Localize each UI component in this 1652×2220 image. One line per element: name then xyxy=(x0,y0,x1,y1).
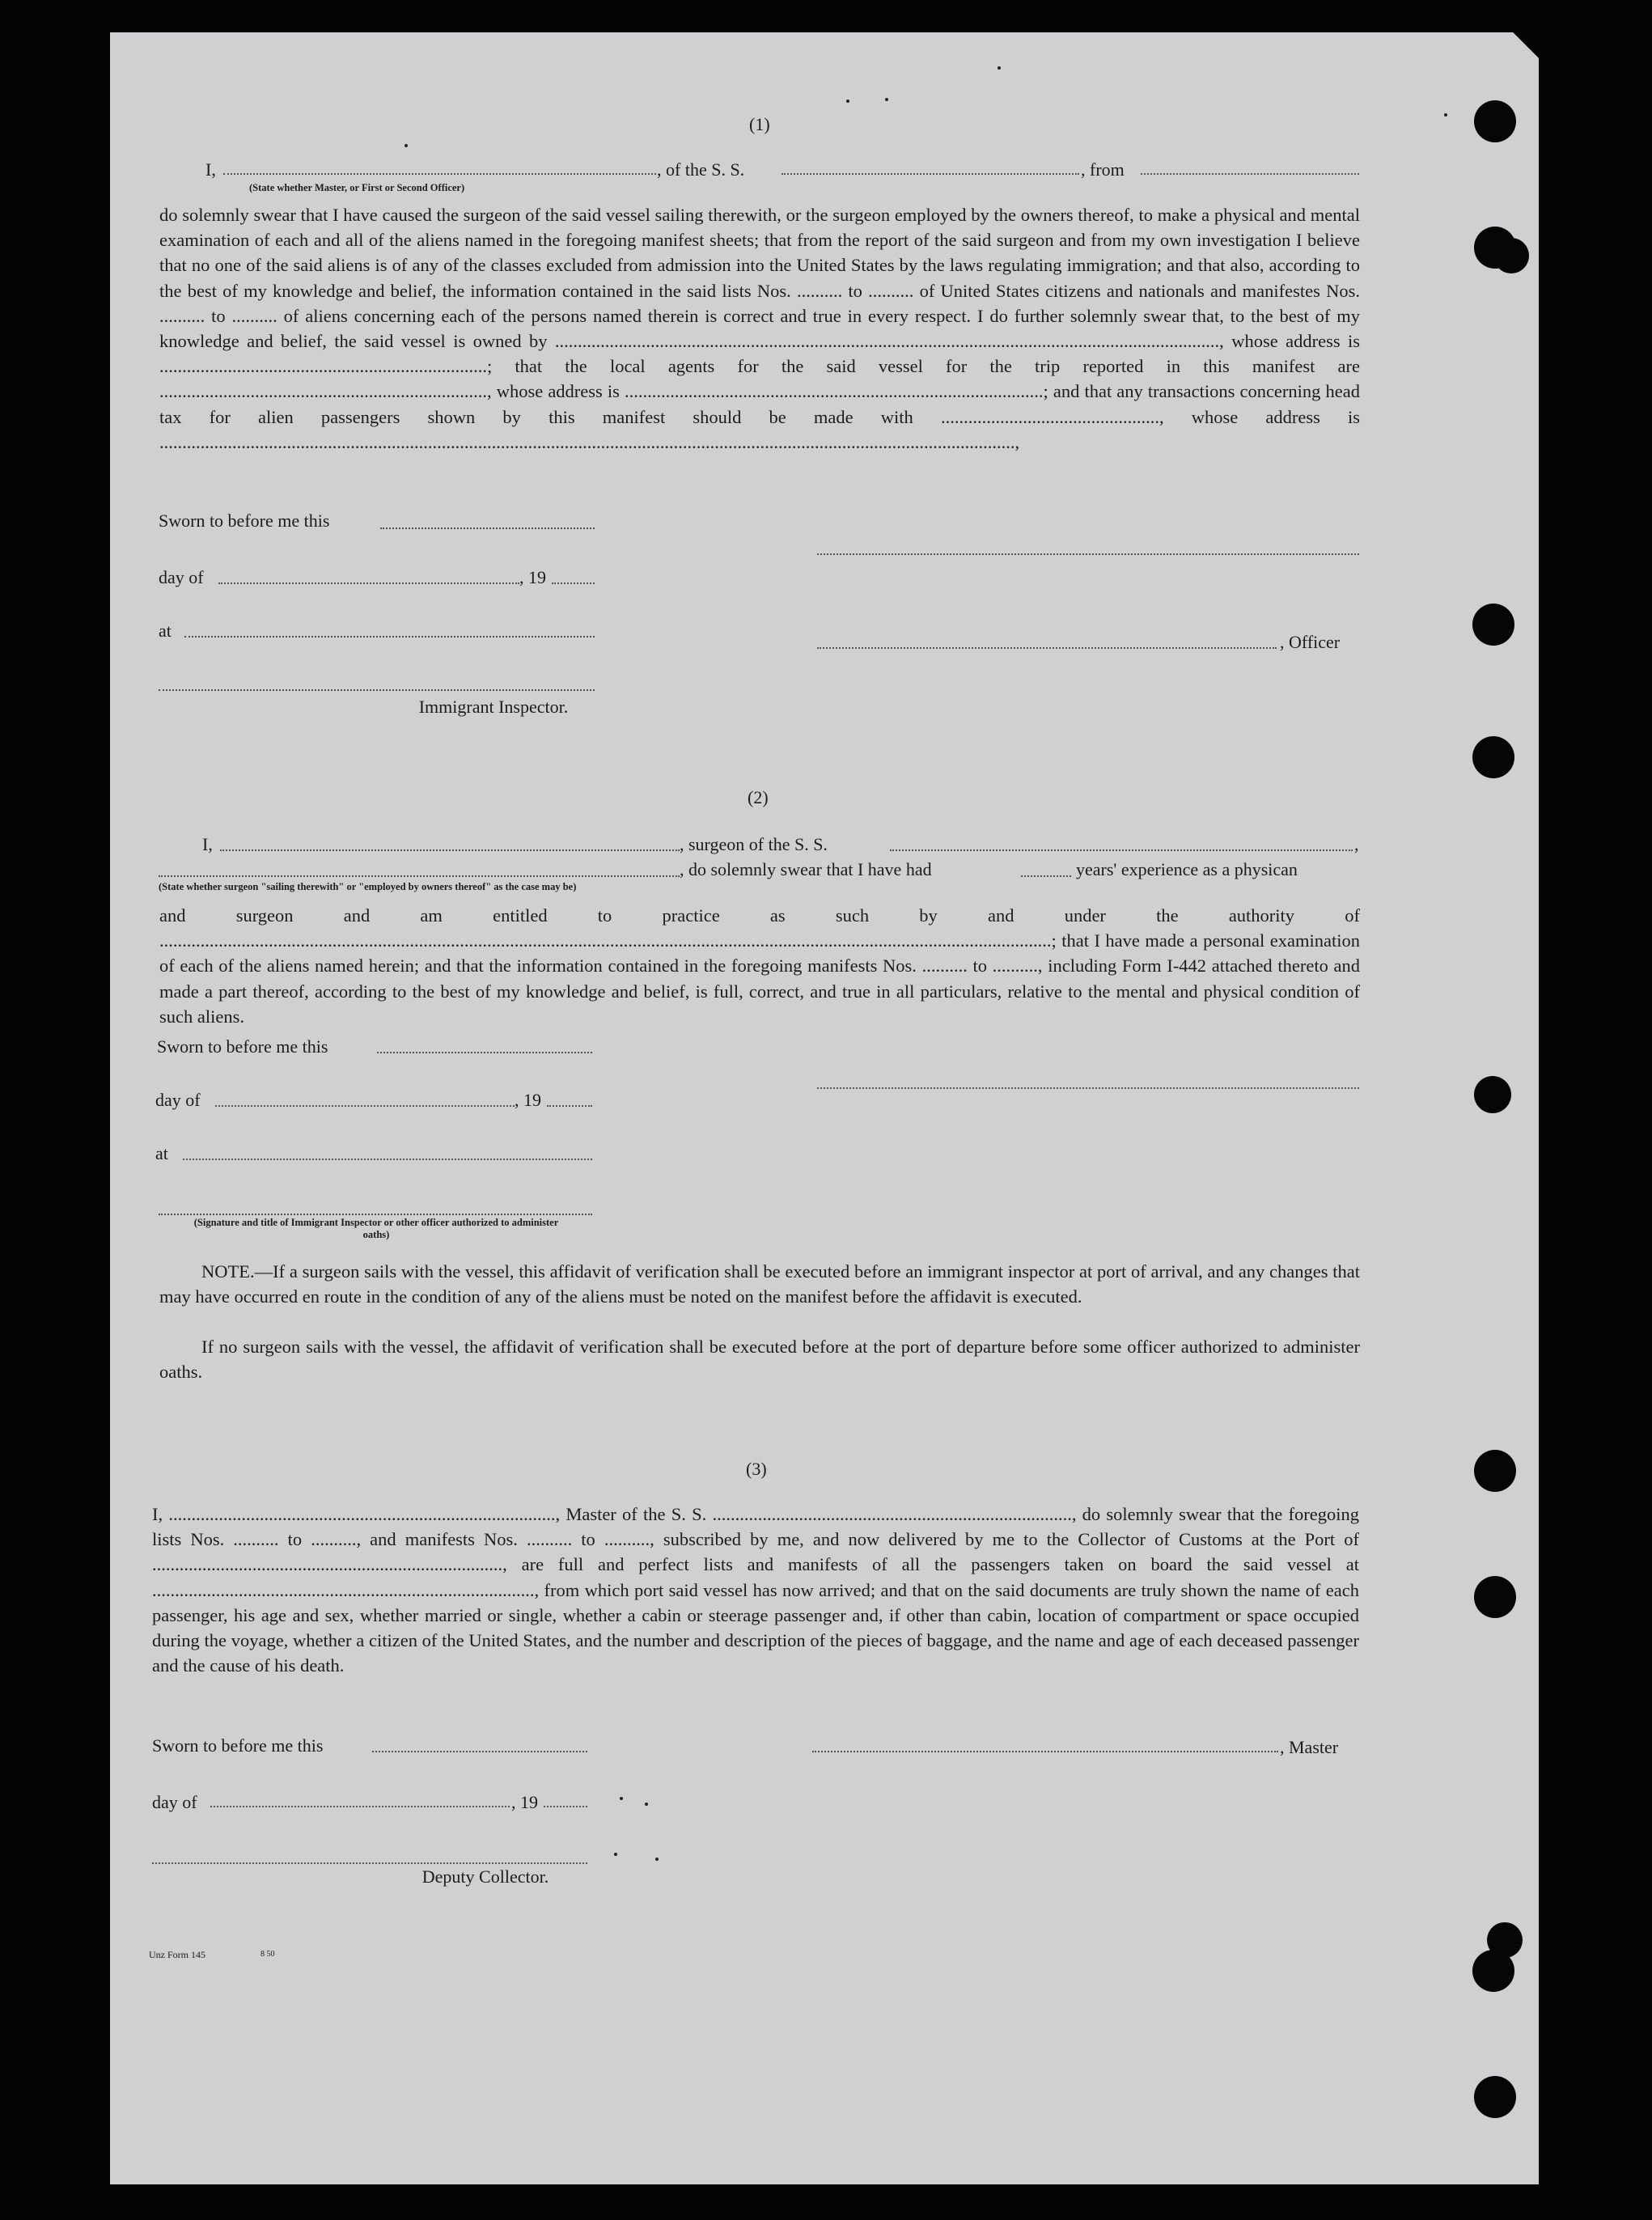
s1-inspector-line xyxy=(159,689,595,691)
s2-note-paragraph: NOTE.—If a surgeon sails with the vessel, this affidavit of verification shall be executed before an immigrant inspector at port of arrival, and any changes that may have occurred en route in the condition of any of the aliens must be noted on the manifest before the affidavit is executed. xyxy=(159,1261,1360,1307)
s2-surgeon-type-line xyxy=(159,875,680,877)
speck xyxy=(1444,113,1447,117)
s1-oath-paragraph: do solemnly swear that I have caused the surgeon of the said vessel sailing therewith, or the surgeon employed by the owners thereof, to make a physical and mental examination of each and all of the aliens named in the foregoing manifest sheets; that from the report of the said surgeon and from my own investigation I believe that no one of the said aliens is of any of the classes excluded from admission into the United States by the laws regulating immigration; and that also, according to the best of my knowledge and belief, the information contained in the said lists Nos. .......... to .......... of United States citizens and nationals and manifestes Nos. .......... to .......... of aliens concerning each of the persons named therein is correct and true in every respect. I do further solemnly swear that, to the best of my knowledge and belief, the said vessel is owned by .................................................................................................................................................., whose address is ........................................................................; that the local agents for the said vessel for the trip reported in this manifest are ........................................................................, whose address is ............................................................................................; and that any transactions concerning head tax for alien passengers shown by this manifest should be made with ................................................, whose address is ............................................................................................................................................................................................, xyxy=(159,205,1360,452)
speck xyxy=(998,66,1001,70)
binder-hole xyxy=(1474,1450,1516,1492)
s1-vessel-line xyxy=(782,173,1079,175)
binder-hole xyxy=(1493,238,1529,273)
binder-hole xyxy=(1474,100,1516,142)
s1-signature-line xyxy=(817,553,1359,555)
s2-year-label: , 19 xyxy=(515,1090,541,1110)
section-1-number: (1) xyxy=(749,114,770,134)
binder-hole xyxy=(1474,2076,1516,2118)
binder-hole xyxy=(1474,1576,1516,1618)
s2-signature-line xyxy=(817,1087,1359,1089)
s2-swear-label: , do solemnly swear that I have had xyxy=(680,859,932,879)
s1-i-label: I, xyxy=(205,159,216,180)
s3-master-label: , Master xyxy=(1280,1737,1339,1757)
s2-surgeon-of-label: , surgeon of the S. S. xyxy=(680,834,828,854)
s1-at-label: at xyxy=(159,621,172,641)
s3-oath-paragraph: I, ....................................................................................., Master of the S. S. ..............................................................................., do solemnly swear that the foregoing lists Nos. .......... to .........., and manifests Nos. .......... to .........., subscribed by me, and now delivered by me to the Collector of Customs at the Port of ............................................................................., are full and perfect lists and manifests of all the passengers taken on board the said vessel at ...................................................................................., from which port said vessel has now arrived; and that on the said documents are truly shown the name of each passenger, his age and sex, whether married or single, whether a cabin or steerage passenger and, if other than cabin, location of compartment or space occupied during the voyage, whether a citizen of the United States, and the number and description of the pieces of baggage, and the name and age of each deceased passenger and the cause of his death. xyxy=(152,1504,1359,1676)
s2-sworn-label: Sworn to before me this xyxy=(157,1036,328,1057)
s1-sworn-label: Sworn to before me this xyxy=(159,511,330,531)
s3-year-label: , 19 xyxy=(511,1792,538,1812)
s1-day-label: day of xyxy=(159,567,204,587)
s2-note-paragraph-2: If no surgeon sails with the vessel, the affidavit of verification shall be executed before at the port of departure before some officer authorized to administer oaths. xyxy=(159,1337,1360,1383)
s1-sworn-line xyxy=(380,527,595,529)
s3-sworn-label: Sworn to before me this xyxy=(152,1735,324,1756)
s2-surgeon-hint: (State whether surgeon "sailing therewith" or "employed by owners thereof" as the case may be) xyxy=(159,881,577,892)
s2-years-line xyxy=(1021,875,1071,877)
s2-comma: , xyxy=(1354,834,1359,854)
s2-oath-paragraph: and surgeon and am entitled to practice as such by and under the authority of ....................................................................................................................................................................................................; that I have made a personal examination of each of the aliens named herein; and that the information contained in the foregoing manifests Nos. .......... to .........., including Form I-442 attached thereto and made a part thereof, according to the best of my knowledge and belief, is full, correct, and true in all particulars, relative to the mental and physical condition of such aliens. xyxy=(159,905,1360,1027)
s2-year-line xyxy=(547,1105,592,1107)
s3-day-label: day of xyxy=(152,1792,197,1812)
speck xyxy=(645,1803,648,1806)
s2-inspector-line xyxy=(159,1214,592,1215)
section-2-number: (2) xyxy=(748,787,769,807)
speck xyxy=(846,100,849,103)
s1-officer-label: , Officer xyxy=(1280,632,1341,652)
s1-from-label: , from xyxy=(1081,159,1125,180)
binder-hole xyxy=(1472,736,1514,778)
speck xyxy=(655,1858,659,1861)
binder-hole xyxy=(1472,604,1514,646)
s2-at-line xyxy=(183,1159,592,1160)
s3-deputy-line xyxy=(152,1862,587,1864)
s1-officer-line xyxy=(817,647,1277,649)
s1-day-line xyxy=(218,583,519,584)
s2-years-label: years' experience as a physican xyxy=(1076,859,1298,879)
binder-hole xyxy=(1472,1950,1514,1992)
form-number: Unz Form 145 xyxy=(149,1949,205,1960)
s1-at-line xyxy=(184,636,595,638)
s2-surgeon-name-line xyxy=(220,849,680,851)
s1-year-line xyxy=(552,583,595,584)
speck xyxy=(614,1853,617,1856)
section-3-number: (3) xyxy=(746,1459,767,1479)
s2-sworn-line xyxy=(377,1052,592,1053)
speck xyxy=(620,1797,623,1800)
speck xyxy=(405,144,408,147)
s1-inspector-label: Immigrant Inspector. xyxy=(418,697,569,717)
s1-from-line xyxy=(1141,173,1359,175)
s2-at-label: at xyxy=(155,1143,168,1163)
s3-day-line xyxy=(210,1806,510,1807)
s1-officer-hint: (State whether Master, or First or Second Officer) xyxy=(249,182,465,193)
s1-officer-name-line xyxy=(223,173,656,175)
s2-day-label: day of xyxy=(155,1090,201,1110)
s3-sworn-line xyxy=(372,1751,587,1752)
s1-year-label: , 19 xyxy=(519,567,546,587)
s3-deputy-label: Deputy Collector. xyxy=(421,1866,549,1887)
s2-i-label: I, xyxy=(202,834,213,854)
speck xyxy=(885,98,888,101)
s1-of-ss-label: , of the S. S. xyxy=(657,159,745,180)
binder-hole xyxy=(1474,1076,1511,1113)
form-code: 8 50 xyxy=(261,1950,275,1959)
s2-day-line xyxy=(215,1105,515,1107)
s3-year-line xyxy=(544,1806,587,1807)
s2-signature-note: (Signature and title of Immigrant Inspector or other officer authorized to administer oaths) xyxy=(193,1217,559,1240)
s3-master-signature-line xyxy=(812,1751,1278,1752)
s2-vessel-line xyxy=(890,849,1353,851)
